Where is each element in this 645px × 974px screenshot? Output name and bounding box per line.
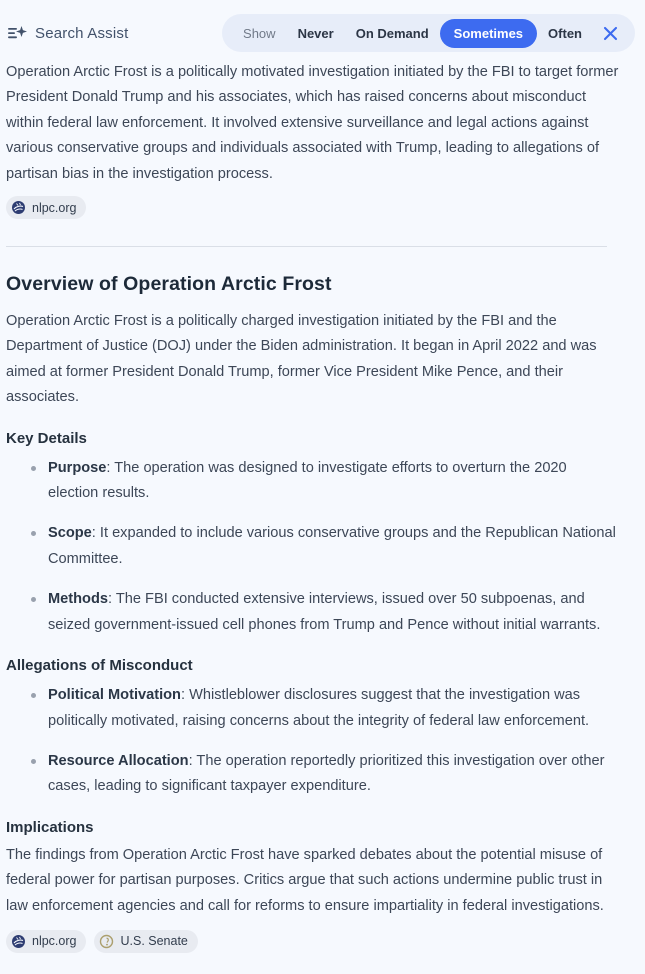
nlpc-favicon [11,934,26,949]
summary-source-chips [6,196,621,219]
frequency-option-never[interactable]: Never [297,25,334,41]
bullet-term: Political Motivation [48,687,181,704]
source-chip-label: nlpc.org [32,200,77,215]
close-button[interactable] [597,20,623,46]
key-details-list [6,456,621,638]
list-item [6,456,621,507]
bullet-text: : The operation was designed to investigate efforts to overturn the 2020 election results. [48,459,567,502]
us-senate-favicon [99,934,114,949]
list-item [6,683,621,734]
article-heading: Overview of Operation Arctic Frost [6,273,332,296]
bullet-term: Resource Allocation [48,752,189,769]
implications-paragraph: The findings from Operation Arctic Frost have sparked debates about the potential misuse of federal power for partisan purposes. Critics argue that such actions undermine public trust in law enforcement agencies and call for reforms to ensure impartiality in federal investigations. [6,846,604,914]
allegations-list [6,683,621,800]
summary-paragraph: Operation Arctic Frost is a politically motivated investigation initiated by the FBI to target former President Donald Trump and his associates, which has raised concerns about misconduct within federal law enforcement. It involved extensive surveillance and legal actions against various conservative groups and individuals associated with Trump, leading to allegations of partisan bias in the investigation process. [6,64,619,182]
close-icon [602,25,619,42]
source-chip-us-senate[interactable] [94,930,197,953]
bullet-text: : Whistleblower disclosures suggest that the investigation was politically motivated, raising concerns about the integrity of federal law enforcement. [48,687,590,729]
article-source-chips [6,930,621,953]
search-assist-header [0,0,645,52]
frequency-option-sometimes[interactable]: Sometimes [440,19,537,48]
source-chip-nlpc[interactable] [6,196,86,219]
bullet-text: : The FBI conducted extensive interviews, issued over 50 subpoenas, and seized government-issued cell phones from Trump and Pence without initial warrants. [48,591,601,633]
bullet-term: Methods [48,591,108,608]
bullet-term: Purpose [48,459,107,476]
assist-frequency-selector [222,14,635,52]
article-intro-paragraph: Operation Arctic Frost is a politically charged investigation initiated by the FBI and the Department of Justice (DOJ) under the Biden administration. It began in April 2022 and was aimed at former President Donald Trump, former Vice President Mike Pence, and their associates. [6,313,597,406]
list-item [6,587,621,638]
section-title-allegations: Allegations of Misconduct [6,657,193,675]
frequency-option-often[interactable]: Often [548,25,582,41]
bullet-text: : It expanded to include various conservative groups and the Republican National Committee. [48,525,616,567]
bullet-term: Scope [48,525,92,542]
section-title-implications: Implications [6,818,94,836]
section-divider [6,246,607,247]
bullet-text: : The operation reportedly prioritized this investigation over other cases, leading to significant taxpayer expenditure. [48,752,605,795]
summarize-sparkle-icon [6,22,28,44]
list-item [6,749,621,800]
section-title-key-details: Key Details [6,429,87,447]
nlpc-favicon [11,200,26,215]
source-chip-label: U.S. Senate [120,934,188,949]
source-chip-nlpc[interactable] [6,930,86,953]
list-item [6,521,621,572]
search-assist-brand [6,22,128,44]
source-chip-label: nlpc.org [32,934,77,949]
frequency-label-show: Show [243,25,276,41]
search-assist-title: Search Assist [35,24,129,42]
frequency-option-on-demand[interactable]: On Demand [355,25,429,41]
